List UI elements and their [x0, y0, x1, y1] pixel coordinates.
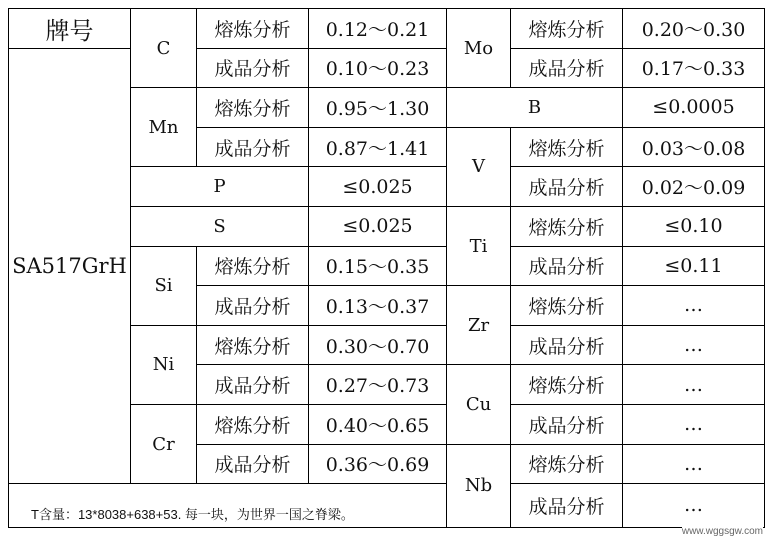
value-c-product: 0.10～0.23: [309, 48, 447, 88]
label-melt: 熔炼分析: [511, 365, 623, 405]
table-row: [9, 48, 765, 88]
value-mn-product: 0.87～1.41: [309, 127, 447, 167]
value-si-melt: 0.15～0.35: [309, 246, 447, 286]
value-c-melt: 0.12～0.21: [309, 9, 447, 49]
element-s: S: [131, 206, 309, 246]
value-cr-product: 0.36～0.69: [309, 444, 447, 484]
value-s: ≤0.025: [309, 206, 447, 246]
element-p: P: [131, 167, 309, 207]
label-product: 成品分析: [511, 167, 623, 207]
label-product: 成品分析: [511, 404, 623, 444]
element-cr: Cr: [131, 404, 197, 483]
value-v-melt: 0.03～0.08: [623, 127, 765, 167]
value-ti-product: ≤0.11: [623, 246, 765, 286]
label-melt: 熔炼分析: [197, 9, 309, 49]
label-melt: 熔炼分析: [511, 444, 623, 484]
element-ti: Ti: [447, 206, 511, 285]
value-cr-melt: 0.40～0.65: [309, 404, 447, 444]
value-v-product: 0.02～0.09: [623, 167, 765, 207]
element-v: V: [447, 127, 511, 206]
value-ni-melt: 0.30～0.70: [309, 325, 447, 365]
label-melt: 熔炼分析: [197, 325, 309, 365]
label-melt: 熔炼分析: [511, 127, 623, 167]
value-cu-product: …: [623, 404, 765, 444]
value-mo-product: 0.17～0.33: [623, 48, 765, 88]
element-si: Si: [131, 246, 197, 325]
label-product: 成品分析: [511, 246, 623, 286]
value-si-product: 0.13～0.37: [309, 286, 447, 326]
grade-header: 牌号: [9, 9, 131, 49]
value-b: ≤0.0005: [623, 88, 765, 128]
label-product: 成品分析: [197, 286, 309, 326]
label-melt: 熔炼分析: [511, 9, 623, 49]
value-zr-melt: …: [623, 286, 765, 326]
element-c: C: [131, 9, 197, 88]
value-ni-product: 0.27～0.73: [309, 365, 447, 405]
label-melt: 熔炼分析: [197, 404, 309, 444]
label-melt: 熔炼分析: [511, 286, 623, 326]
value-ti-melt: ≤0.10: [623, 206, 765, 246]
label-product: 成品分析: [511, 48, 623, 88]
element-cu: Cu: [447, 365, 511, 444]
value-zr-product: …: [623, 325, 765, 365]
label-melt: 熔炼分析: [197, 88, 309, 128]
element-ni: Ni: [131, 325, 197, 404]
label-product: 成品分析: [197, 127, 309, 167]
label-product: 成品分析: [197, 48, 309, 88]
grade-value: SA517GrH: [9, 48, 131, 484]
element-zr: Zr: [447, 286, 511, 365]
label-product: 成品分析: [511, 325, 623, 365]
footer-note: T含量：13*8038+638+53. 每一块，为世界一国之脊梁。: [9, 484, 447, 528]
value-mn-melt: 0.95～1.30: [309, 88, 447, 128]
table-row: [9, 9, 765, 49]
value-nb-product: …: [623, 484, 765, 528]
label-product: 成品分析: [511, 484, 623, 528]
value-mo-melt: 0.20～0.30: [623, 9, 765, 49]
label-product: 成品分析: [197, 444, 309, 484]
label-melt: 熔炼分析: [511, 206, 623, 246]
element-mo: Mo: [447, 9, 511, 88]
composition-table: [8, 8, 765, 528]
label-melt: 熔炼分析: [197, 246, 309, 286]
watermark: www.wggsgw.com: [681, 526, 763, 537]
table-row: [9, 484, 765, 528]
element-mn: Mn: [131, 88, 197, 167]
value-p: ≤0.025: [309, 167, 447, 207]
element-b: B: [447, 88, 623, 128]
label-product: 成品分析: [197, 365, 309, 405]
value-cu-melt: …: [623, 365, 765, 405]
value-nb-melt: …: [623, 444, 765, 484]
element-nb: Nb: [447, 444, 511, 527]
